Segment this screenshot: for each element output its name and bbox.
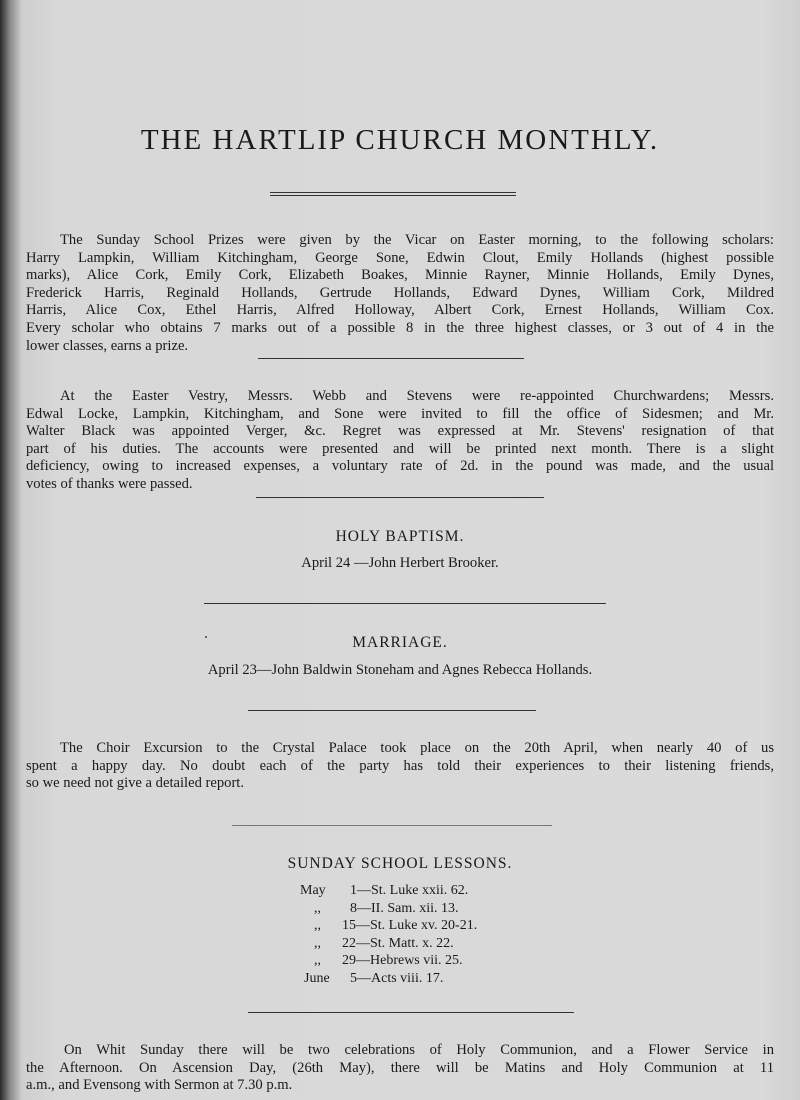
prizes-line: Harry Lampkin, William Kitchingham, George Sone, Edwin Clout, Emily Hollands (highest possible — [26, 249, 774, 266]
prizes-line: marks), Alice Cork, Emily Cork, Elizabeth Boakes, Minnie Rayner, Minnie Hollands, Emily Dynes, — [26, 267, 774, 284]
lesson-month: June — [304, 970, 330, 986]
lesson-row — [300, 917, 477, 935]
lessons-list — [300, 882, 477, 987]
page-title: THE HARTLIP CHURCH MONTHLY. — [140, 124, 660, 156]
lesson-row — [300, 970, 477, 988]
vestry-line: Edwal Locke, Lampkin, Kitchingham, and Sone were invited to fill the office of Sidesmen; and Mr. — [26, 405, 774, 422]
lesson-row — [300, 900, 477, 918]
lesson-month: May — [300, 883, 326, 898]
section-divider — [258, 358, 524, 359]
lesson-month: ,, — [314, 953, 321, 968]
lesson-row — [300, 935, 477, 953]
lesson-text: 15—St. Luke xv. 20-21. — [342, 918, 478, 933]
marriage-entry: April 23—John Baldwin Stoneham and Agnes Rebecca Hollands. — [207, 662, 593, 678]
lesson-text: 5—Acts viii. 17. — [350, 970, 444, 986]
baptism-entry: April 24 —John Herbert Brooker. — [301, 555, 499, 571]
lesson-month: ,, — [314, 935, 321, 951]
whitsunday-line: the Afternoon. On Ascension Day, (26th May), there will be Matins and Holy Communion at 11 — [26, 1059, 774, 1076]
marriage-heading: MARRIAGE. — [352, 634, 448, 651]
vestry-line: deficiency, owing to increased expenses, a voluntary rate of 2d. in the pound was made, and the usual — [26, 458, 774, 475]
prizes-line: Harris, Alice Cox, Ethel Harris, Alfred Holloway, Albert Cork, Ernest Hollands, William Cox. — [26, 302, 774, 319]
vestry-line: part of his duties. The accounts were presented and will be printed next month. There is a slight — [26, 440, 774, 457]
prizes-line: Every scholar who obtains 7 marks out of a possible 8 in the three highest classes, or 3 out of 4 in the — [26, 319, 774, 336]
baptism-heading: HOLY BAPTISM. — [335, 528, 465, 545]
choir-line: so we need not give a detailed report. — [26, 775, 245, 792]
choir-paragraph — [26, 740, 774, 793]
lesson-text: 1—St. Luke xxii. 62. — [350, 883, 469, 898]
lesson-month: ,, — [314, 918, 321, 933]
prizes-line: Frederick Harris, Reginald Hollands, Gertrude Hollands, Edward Dynes, William Cork, Mildred — [26, 284, 774, 301]
lesson-text: 8—II. Sam. xii. 13. — [350, 900, 459, 916]
whitsunday-line: a.m., and Evensong with Sermon at 7.30 p.m. — [26, 1077, 293, 1094]
vestry-line: votes of thanks were passed. — [26, 475, 193, 492]
vestry-paragraph — [26, 388, 774, 494]
lesson-row — [300, 952, 477, 970]
section-divider — [256, 497, 544, 498]
lesson-text: 29—Hebrews vii. 25. — [342, 953, 463, 968]
lesson-row — [300, 882, 477, 900]
prizes-line: lower classes, earns a prize. — [26, 337, 189, 354]
choir-line: The Choir Excursion to the Crystal Palace took place on the 20th April, when nearly 40 of us — [60, 740, 774, 756]
lessons-heading: SUNDAY SCHOOL LESSONS. — [287, 855, 513, 872]
vestry-line: Walter Black was appointed Verger, &c. Regret was expressed at Mr. Stevens' resignation of that — [26, 423, 774, 440]
vestry-line: At the Easter Vestry, Messrs. Webb and Stevens were re-appointed Churchwardens; Messrs. — [60, 388, 774, 404]
whitsunday-line: On Whit Sunday there will be two celebrations of Holy Communion, and a Flower Service in — [64, 1042, 774, 1058]
section-divider — [204, 603, 606, 604]
lesson-month: ,, — [314, 900, 321, 916]
section-divider — [232, 825, 552, 826]
prizes-paragraph — [26, 232, 774, 355]
choir-line: spent a happy day. No doubt each of the party has told their experiences to their listening friends, — [26, 757, 774, 774]
lesson-text: 22—St. Matt. x. 22. — [342, 935, 454, 951]
prizes-line: The Sunday School Prizes were given by the Vicar on Easter morning, to the following scholars: — [60, 232, 774, 248]
section-divider — [248, 710, 536, 711]
section-divider — [248, 1012, 574, 1013]
title-divider — [270, 192, 516, 196]
whitsunday-paragraph — [26, 1042, 774, 1095]
